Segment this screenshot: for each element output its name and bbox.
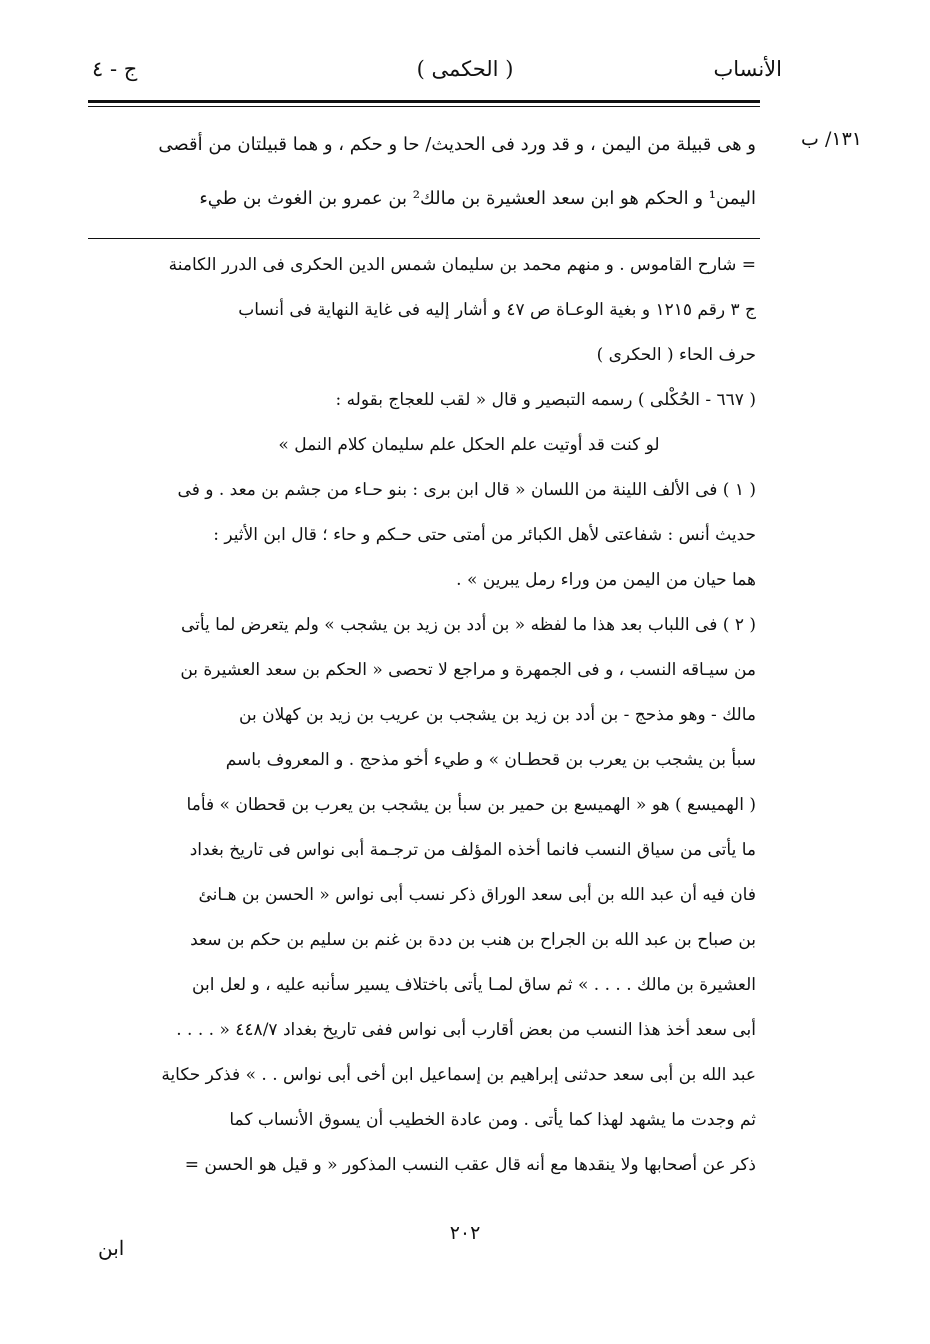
main-text-line: و هى قبيلة من اليمن ، و قد ورد فى الحديث/ حا و حكم ، و هما قبيلتان من أقصى [158, 134, 756, 155]
footnote-line: العشيرة بن مالك . . . . » ثم ساق لمـا يأتى باختلاف يسير سأنبه عليه ، و لعل ابن [192, 975, 756, 995]
header-rule-thin [88, 106, 760, 107]
footnotes [92, 244, 756, 1189]
footnote-line: ( ٢ ) فى اللباب بعد هذا ما لفظه « بن أدد بن زيد بن يشجب » ولم يتعرض لما يأتى [180, 615, 756, 635]
footnote-line: سبأ بن يشجب بن يعرب بن قحطـان » و طيء أخو مذحج . و المعروف باسم [225, 750, 756, 770]
footnote-line: ( الهميسع ) هو « الهميسع بن حمير بن سبأ بن يشجب بن يعرب بن قحطان » فأما [186, 795, 756, 815]
footnote-separator [88, 238, 760, 239]
footnote-line: حرف الحاء ( الحكرى ) [596, 345, 756, 365]
main-text [92, 122, 756, 230]
footnote-line: فان فيه أن عبد الله بن أبى سعد الوراق ذكر نسب أبى نواس « الحسن بن هـانئ [198, 885, 756, 905]
footnote-line: = شارح القاموس . و منهم محمد بن سليمان شمس الدين الحكرى فى الدرر الكامنة [168, 255, 756, 275]
main-text-line: اليمن¹ و الحكم هو ابن سعد العشيرة بن مالك² بن عمرو بن الغوث بن طيء [199, 188, 756, 209]
footnote-line: هما حيان من اليمن من وراء رمل يبرين » . [456, 570, 756, 590]
header-rule [88, 100, 760, 103]
footnote-line: من سيـاقه النسب ، و فى الجمهرة و مراجع لا تحصى « الحكم بن سعد العشيرة بن [180, 660, 756, 680]
footnote-line: مالك - وهو مذحج - بن أدد بن زيد بن يشجب بن عريب بن زيد بن كهلان بن [239, 705, 756, 725]
footnote-line: حديث أنس : شفاعتى لأهل الكبائر من أمتى حتى حـكم و حاء ؛ قال ابن الأثير : [213, 525, 756, 545]
footnote-line: ج ٣ رقم ١٢١٥ و بغية الوعـاة ص ٤٧ و أشار إليه فى غاية النهاية فى أنساب [238, 300, 756, 320]
manuscript-folio-reference: ١٣١/ ب [801, 128, 862, 150]
footnote-line: بن صباح بن عبد الله بن الجراح بن هنب بن ددة بن غنم بن سليم بن حكم بن سعد [190, 930, 756, 950]
footnote-line: ثم وجدت ما يشهد لهذا كما يأتى . ومن عادة الخطيب أن يسوق الأنساب كما [229, 1110, 756, 1130]
verse-line: لو كنت قد أوتيت علم الحكل علم سليمان كلام النمل » [278, 435, 660, 455]
running-title: الأنساب [713, 57, 782, 81]
catchword: ابن [98, 1236, 125, 1260]
footnote-line: أبى سعد أخذ هذا النسب من بعض أقارب أبى نواس ففى تاريخ بغداد ٤٤٨/٧ « . . . . [176, 1020, 756, 1040]
footnote-line: ( ١ ) فى الألف اللينة من اللسان « قال ابن برى : بنو حـاء من جشم بن معد . و فى [177, 480, 756, 500]
page-number: ٢٠٢ [449, 1222, 481, 1244]
section-title: ( الحكمى ) [416, 57, 514, 81]
volume-number: ج - ٤ [92, 57, 138, 81]
footnote-line: ( ٦٦٧ - الحُكْلى ) رسمه التبصير و قال « لقب للعجاج بقوله : [335, 390, 756, 410]
footnote-line: ذكر عن أصحابها ولا ينقدها مع أنه قال عقب النسب المذكور « و قيل هو الحسن = [184, 1155, 756, 1175]
footnote-line: عبد الله بن أبى سعد حدثنى إبراهيم بن إسماعيل ابن أخى أبى نواس . . » فذكر حكاية [161, 1065, 756, 1085]
footnote-line: ما يأتى من سياق النسب فانما أخذه المؤلف من ترجـمة أبى نواس فى تاريخ بغداد [189, 840, 756, 860]
